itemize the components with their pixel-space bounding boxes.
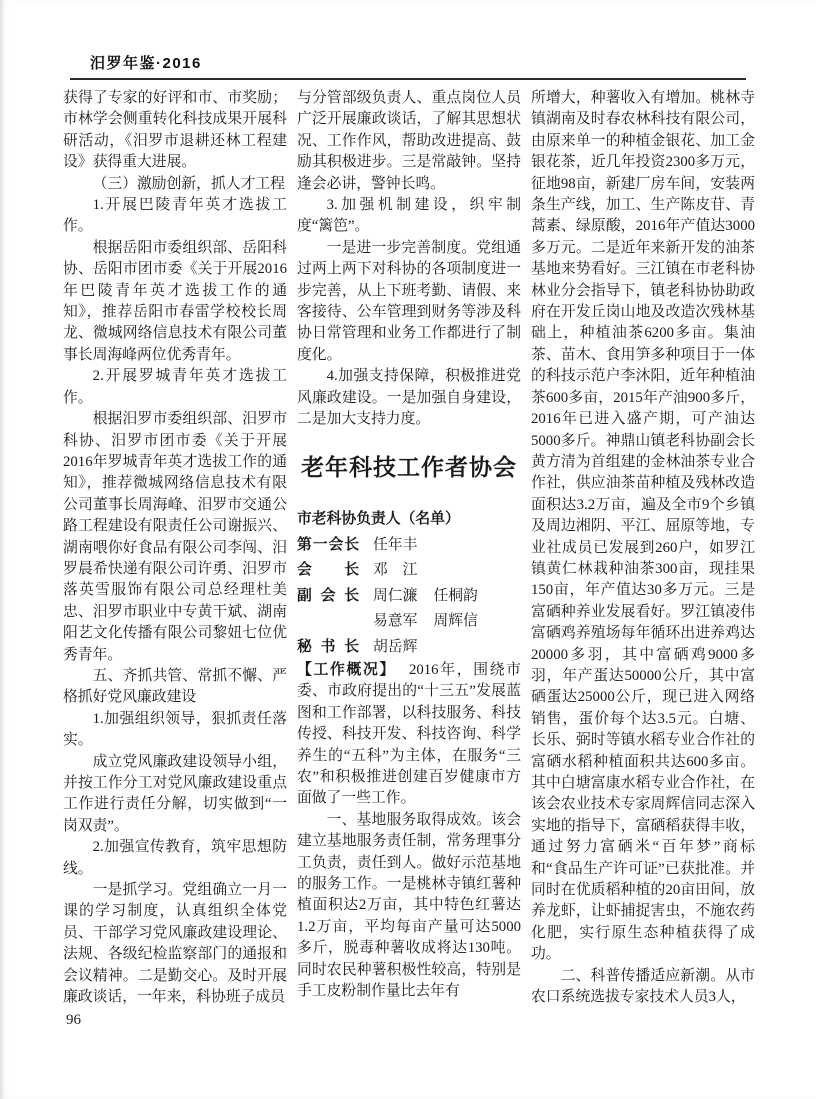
leader-row [297, 584, 521, 610]
leader-role: 第一会长 [297, 536, 359, 553]
overview-label: 【工作概况】 [297, 662, 396, 678]
leader-name: 任年丰 [373, 536, 418, 553]
body-paragraph: 获得了专家的好评和市、市奖励；市林学会侧重转化科技成果开展科研活动，《汨罗市退耕还林工程建设》获得重大进展。 [63, 90, 287, 171]
leader-names [373, 635, 417, 661]
body-paragraph: 3.加强机制建设，织牢制度“篱笆”。 [297, 197, 521, 235]
leader-name: 任桐韵 [433, 587, 478, 604]
body-paragraph: 根据岳阳市委组织部、岳阳科协、岳阳市团市委《关于开展2016年巴陵青年英才选拔工作的通知》，推荐岳阳市春雷学校校长周龙、微城网络信息技术有限公司董事长周海峰两位优秀青年。 [63, 239, 287, 363]
column-3 [531, 88, 755, 1018]
body-paragraph: （三）激励创新，抓人才工程 [92, 175, 285, 192]
leader-name: 周辉信 [433, 613, 478, 629]
leader-role: 副会长 [297, 587, 359, 604]
body-paragraph: 成立党风廉政建设领导小组，并按工作分工对党风廉政建设重点工作进行责任分解，切实做到“一岗双责”。 [63, 753, 287, 834]
leader-row [297, 609, 521, 635]
running-head: 汨罗年鉴·2016 [90, 55, 202, 72]
header-rule [70, 78, 746, 80]
body-paragraph: 2.开展罗城青年英才选拔工作。 [63, 368, 287, 406]
leader-role: 会长 [297, 562, 359, 578]
body-paragraph: 二、科普传播适应新潮。从市农口系统选拔专家技术人员3人， [531, 967, 755, 1006]
body-paragraph: 1.加强组织领导，狠抓责任落实。 [63, 710, 287, 749]
column-1 [63, 88, 287, 1018]
body-paragraph: 一是抓学习。党组确立一月一课的学习制度，认真组织全体党员、干部学习党风廉政建设理论、法规、各级纪检监察部门的通报和会议精神。二是勤交心。及时开展廉政谈话，一年来，科协班子成员 [63, 882, 287, 1006]
body-paragraph: 一、基地服务取得成效。该会建立基地服务责任制，常务理事分工负责，责任到人。做好示范基地的服务工作。一是桃林寺镇红薯种植面积达2万亩，其中特色红薯达1.2万亩，平均每亩产量可达5000多斤，脱毒种薯收成将达130吨。同时农民种薯积极性较高，特别是手工皮粉制作量比去年有 [297, 811, 521, 1000]
leader-role [297, 609, 359, 635]
leader-row [297, 558, 521, 584]
leader-row [297, 533, 521, 559]
leader-names [373, 584, 478, 610]
body-paragraph: 五、齐抓共管、常抓不懈、严格抓好党风廉政建设 [63, 667, 287, 706]
leader-names [373, 533, 417, 559]
body-paragraph: 一是进一步完善制度。党组通过两上两下对科协的各项制度进一步完善，从上下班考勤、请假、来客接待、公车管理到财务等涉及科协日常管理和业务工作都进行了制度化。 [297, 239, 521, 363]
body-paragraph: 与分管部级负责人、重点岗位人员广泛开展廉政谈话，了解其思想状况、工作作风，帮助改进提高、鼓励其积极进步。三是常敲钟。坚持逢会必讲，警钟长鸣。 [297, 90, 521, 192]
column-2 [297, 88, 521, 1018]
body-paragraph: 2.加强宣传教育，筑牢思想防线。 [63, 839, 287, 877]
leader-name: 邓 江 [373, 562, 418, 578]
leader-row [297, 635, 521, 661]
leader-role: 秘书长 [297, 638, 359, 655]
page-number: 96 [66, 1012, 81, 1028]
body-paragraph: 根据汨罗市委组织部、汨罗市科协、汨罗市团市委《关于开展2016年罗城青年英才选拔工作的通知》，推荐微城网络信息技术有限公司董事长周海峰、汨罗市交通公路工程建设有限责任公司谢振兴、湖南喂你好食品有限公司李闯、汨罗晨希快递有限公司许勇、汨罗市落英雪服饰有限公司总经理杜美忠、汨罗市职业中专黄干斌、湖南阳艺文化传播有限公司黎妞七位优秀青年。 [63, 411, 287, 663]
leaders-subhead: 市老科协负责人（名单） [297, 510, 460, 527]
leader-names [373, 609, 478, 635]
body-paragraph: 所增大，种薯收入有增加。桃林寺镇湖南及时春农林科技有限公司，由原来单一的种植金银花、加工金银花茶，近几年投资2300多万元，征地98亩，新建厂房车间，安装两条生产线，加工、生产陈皮苷、青蒿素、绿原酸，2016年产值达3000多万元。二是近年来新开发的油茶基地来势看好。三江镇在市老科协林业分会指导下，镇老科协协助政府在开发丘岗山地及改造次残林基础上，种植油茶6200多亩。集油茶、苗木、食用笋多种项目于一体的科技示范户李沐阳，近年种植油茶600多亩，2015年产油900多斤，2016年已进入盛产期，可产油达5000多斤。神鼎山镇老科协副会长黄方清为首组建的金林油茶专业合作社，供应油茶苗种植及残林改造面积达3.2万亩，遍及全市9个乡镇及周边湘阴、平江、屈原等地，专业社成员已发展到260户，如罗江镇黄仁林栽种油茶300亩，现挂果150亩，年产值达30多万元。三是富硒种养业发展看好。罗江镇凌伟富硒鸡养殖场每年循环出进养鸡达20000多羽，其中富硒鸡9000多羽，年产蛋达50000公斤，其中富硒蛋达25000公斤，现已进入网络销售，蛋价每个达3.5元。白塘、长乐、弼时等镇水稻专业合作社的富硒水稻种植面积共达600多亩。其中白塘富康水稻专业合作社，在该会农业技术专家周辉信同志深入实地的指导下，富硒稻获得丰收，通过努力富硒米“百年梦”商标和“食品生产许可证”已获批准。并同时在优质稻种植的20亩田间，放养龙虾，让虾捕捉害虫，不施农药化肥，实行原生态种植获得了成功。 [531, 90, 755, 963]
leader-name: 胡岳辉 [373, 638, 418, 655]
leader-name: 周仁濂 [373, 587, 418, 604]
leader-names [373, 558, 417, 584]
overview-paragraph: 【工作概况】 2016年，围绕市委、市政府提出的“十三五”发展蓝图和工作部署，以科技服务、科技传授、科技开发、科技咨询、科学养生的“五科”为主体，在服务“三农”和积极推进创建百岁健康市方面做了一些工作。 [297, 662, 521, 807]
body-paragraph: 1.开展巴陵青年英才选拔工作。 [63, 197, 287, 235]
leader-name: 易意军 [373, 613, 418, 629]
article-title: 老年科技工作者协会 [301, 454, 517, 480]
body-paragraph: 4.加强支持保障，积极推进党风廉政建设。一是加强自身建设，二是加大支持力度。 [297, 368, 521, 428]
